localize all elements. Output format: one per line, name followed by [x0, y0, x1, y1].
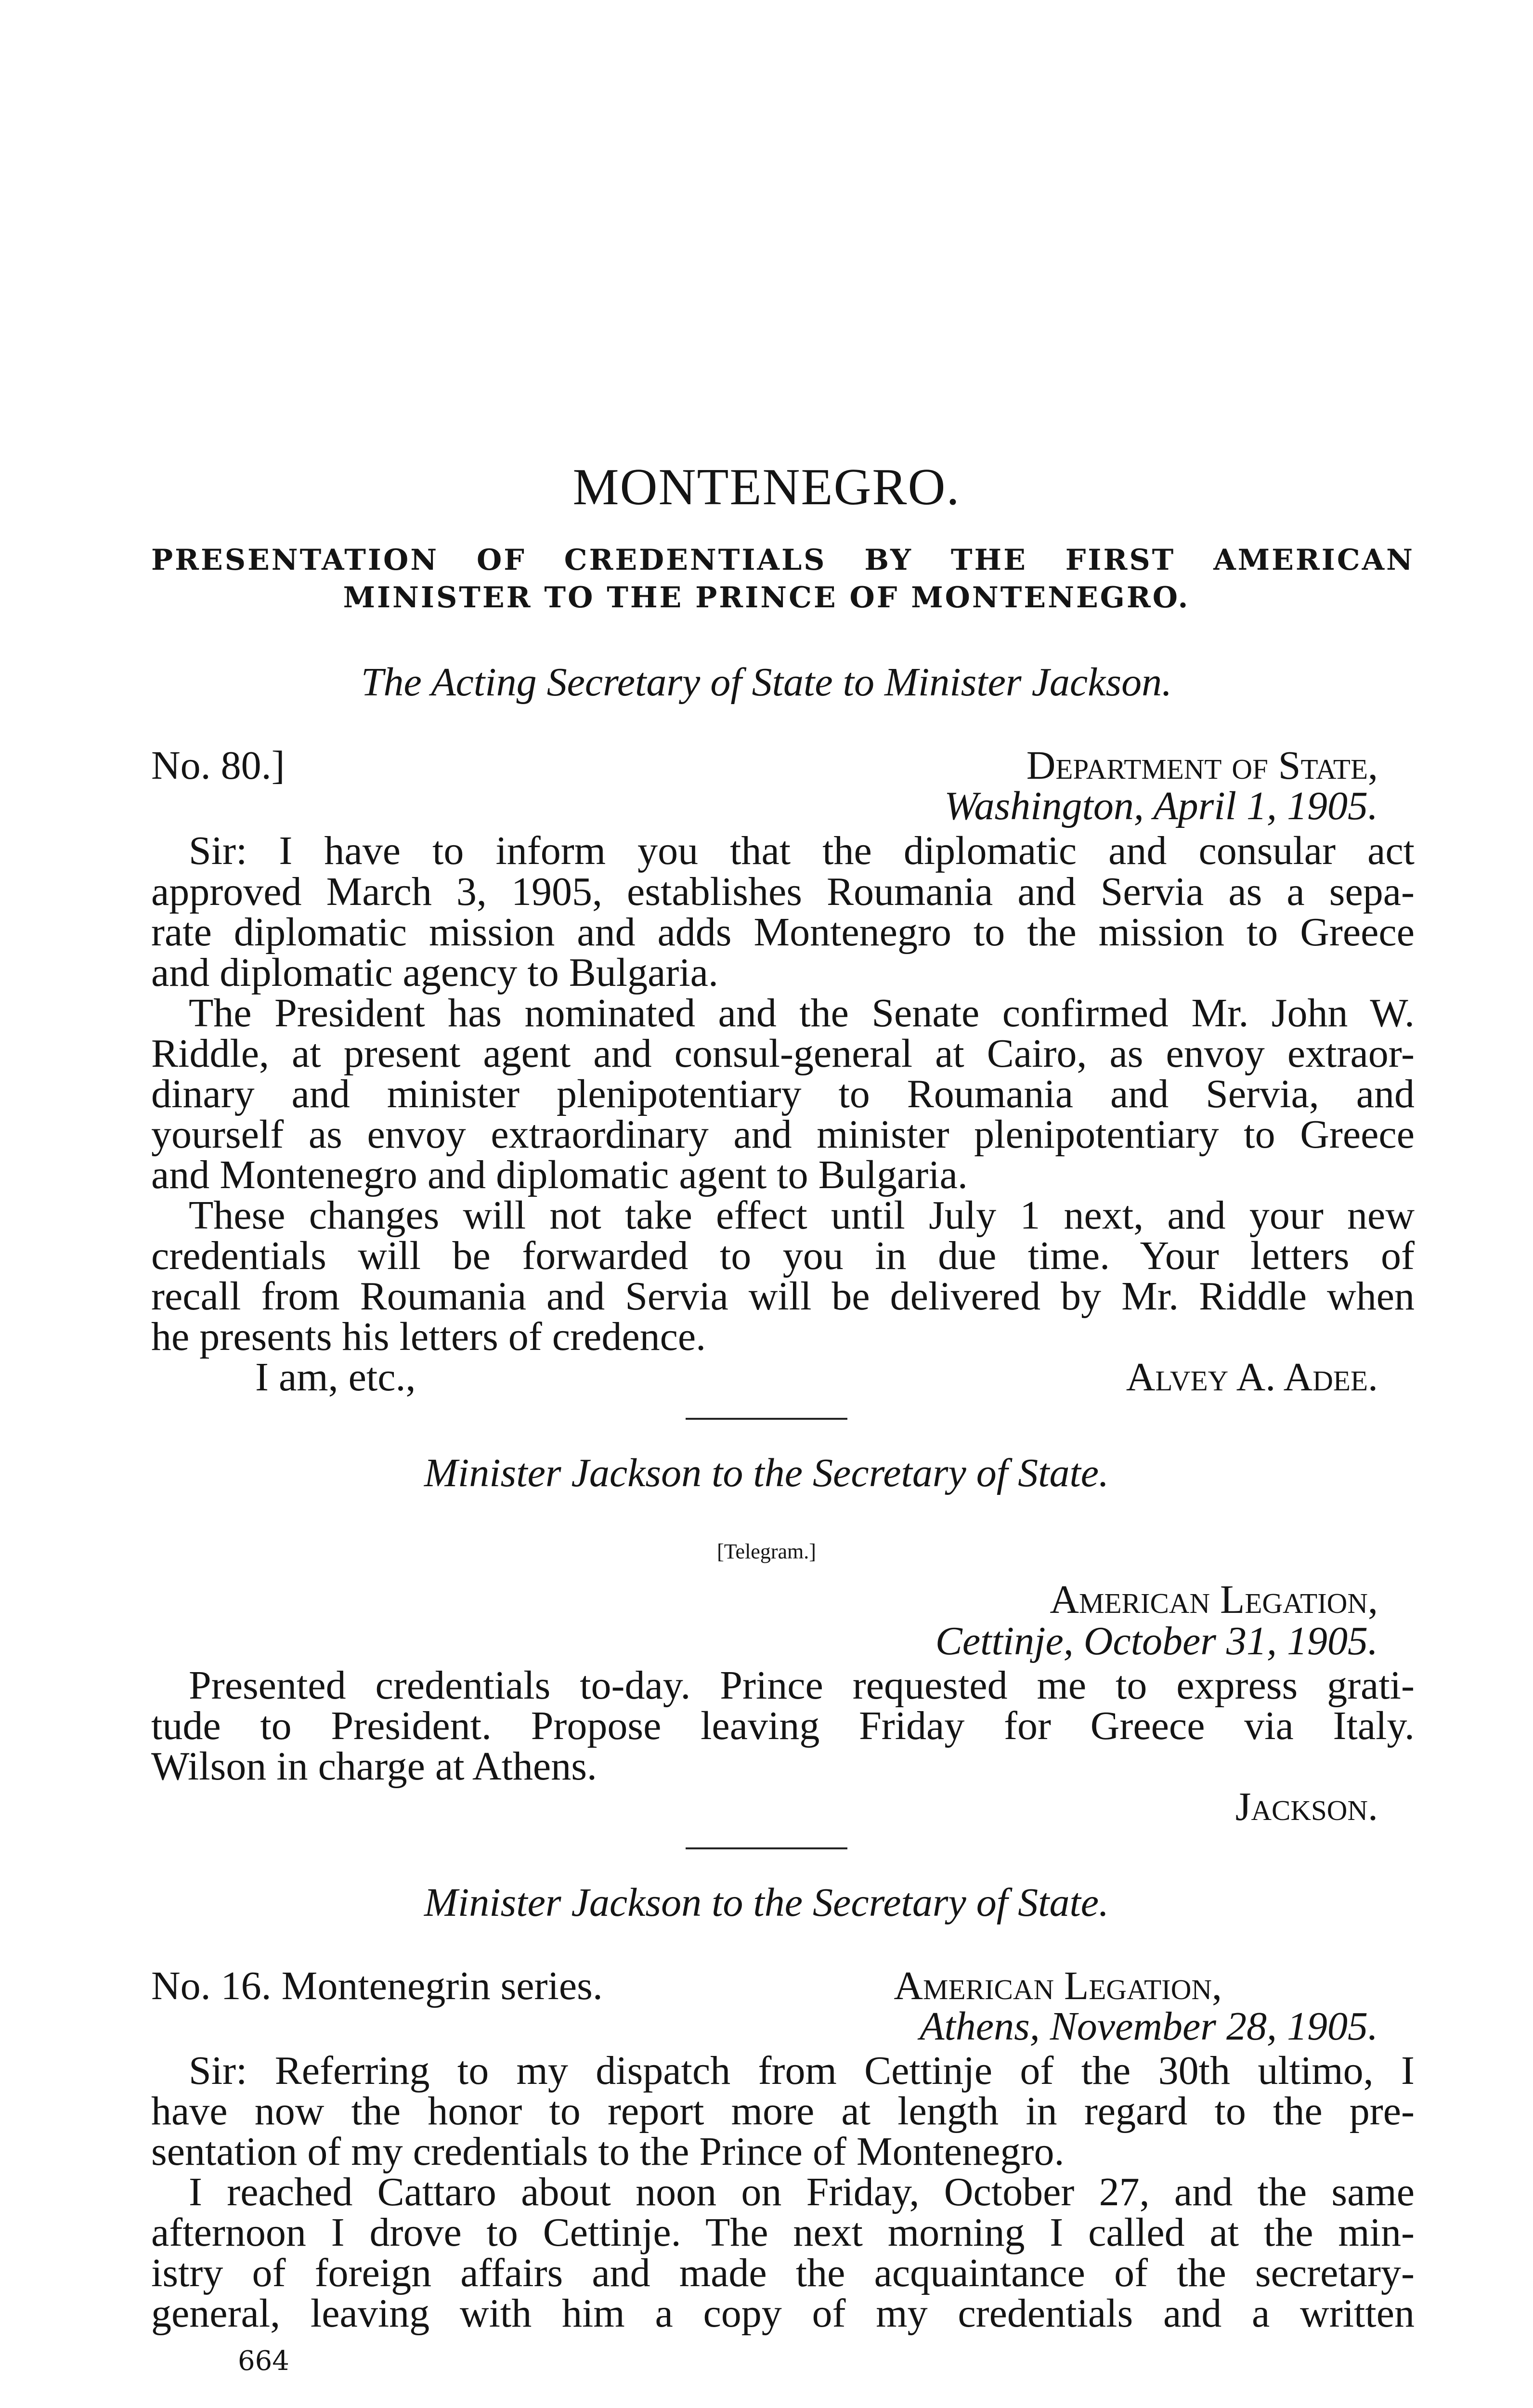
doc2-legation: American Legation,	[1050, 1577, 1378, 1622]
doc1-number: No. 80.]	[151, 743, 285, 788]
doc1-line: The President has nominated and the Senate confirmed Mr. John W.	[189, 991, 1415, 1035]
doc1-department: Department of State,	[1026, 743, 1378, 788]
doc3-line: Sir: Referring to my dispatch from Cettinje of the 30th ultimo, I	[189, 2048, 1415, 2093]
doc1-line: yourself as envoy extraordinary and minister plenipotentiary to Greece	[151, 1112, 1415, 1157]
doc3-line: istry of foreign affairs and made the acquaintance of the secretary-	[151, 2251, 1415, 2295]
doc3-line: general, leaving with him a copy of my credentials and a written	[151, 2291, 1415, 2336]
doc1-line: Riddle, at present agent and consul-general at Cairo, as envoy extraor-	[151, 1031, 1415, 1076]
doc1-line: and Montenegro and diplomatic agent to Bulgaria.	[151, 1152, 968, 1197]
subheading-line-2: MINISTER TO THE PRINCE OF MONTENEGRO.	[343, 581, 1190, 615]
doc2-telegram-note: [Telegram.]	[717, 1540, 816, 1563]
doc3-caption: Minister Jackson to the Secretary of State.	[424, 1880, 1109, 1925]
doc1-line: and diplomatic agency to Bulgaria.	[151, 950, 718, 995]
doc1-place-date: Washington, April 1, 1905.	[944, 784, 1378, 828]
doc1-line: he presents his letters of credence.	[151, 1314, 706, 1359]
page-number: 664	[238, 2345, 289, 2377]
subheading-line-1: PRESENTATION OF CREDENTIALS BY THE FIRST AMERICAN	[151, 543, 1415, 577]
doc2-line: Presented credentials to-day. Prince requested me to express grati-	[189, 1663, 1415, 1708]
doc2-place-date: Cettinje, October 31, 1905.	[935, 1619, 1378, 1663]
section-divider	[686, 1847, 847, 1849]
doc1-line: rate diplomatic mission and adds Montenegro to the mission to Greece	[151, 910, 1415, 955]
doc2-caption: Minister Jackson to the Secretary of State.	[424, 1451, 1109, 1495]
doc2-line: Wilson in charge at Athens.	[151, 1744, 597, 1789]
page-title: MONTENEGRO.	[572, 458, 961, 516]
doc3-legation: American Legation,	[894, 1963, 1222, 2008]
doc3-place-date: Athens, November 28, 1905.	[920, 2004, 1378, 2049]
doc1-closing: I am, etc.,	[255, 1355, 416, 1400]
doc3-line: afternoon I drove to Cettinje. The next morning I called at the min-	[151, 2210, 1415, 2255]
section-divider	[686, 1418, 847, 1420]
doc1-line: recall from Roumania and Servia will be delivered by Mr. Riddle when	[151, 1274, 1415, 1319]
doc3-line: I reached Cattaro about noon on Friday, October 27, and the same	[189, 2170, 1415, 2214]
doc3-line: have now the honor to report more at length in regard to the pre-	[151, 2089, 1415, 2133]
doc1-line: Sir: I have to inform you that the diplomatic and consular act	[189, 828, 1415, 873]
doc1-line: dinary and minister plenipotentiary to Roumania and Servia, and	[151, 1072, 1415, 1116]
doc3-line: sentation of my credentials to the Prince of Montenegro.	[151, 2129, 1065, 2174]
doc1-line: credentials will be forwarded to you in due time. Your letters of	[151, 1233, 1415, 1278]
doc3-number: No. 16. Montenegrin series.	[151, 1963, 603, 2008]
doc2-line: tude to President. Propose leaving Friday for Greece via Italy.	[151, 1703, 1415, 1748]
doc1-signature: Alvey A. Adee.	[1126, 1355, 1378, 1400]
doc1-line: approved March 3, 1905, establishes Roumania and Servia as a sepa-	[151, 869, 1415, 914]
doc1-line: These changes will not take effect until July 1 next, and your new	[189, 1193, 1415, 1238]
doc2-signature: Jackson.	[1235, 1784, 1378, 1829]
doc1-caption: The Acting Secretary of State to Minister Jackson.	[361, 660, 1172, 705]
